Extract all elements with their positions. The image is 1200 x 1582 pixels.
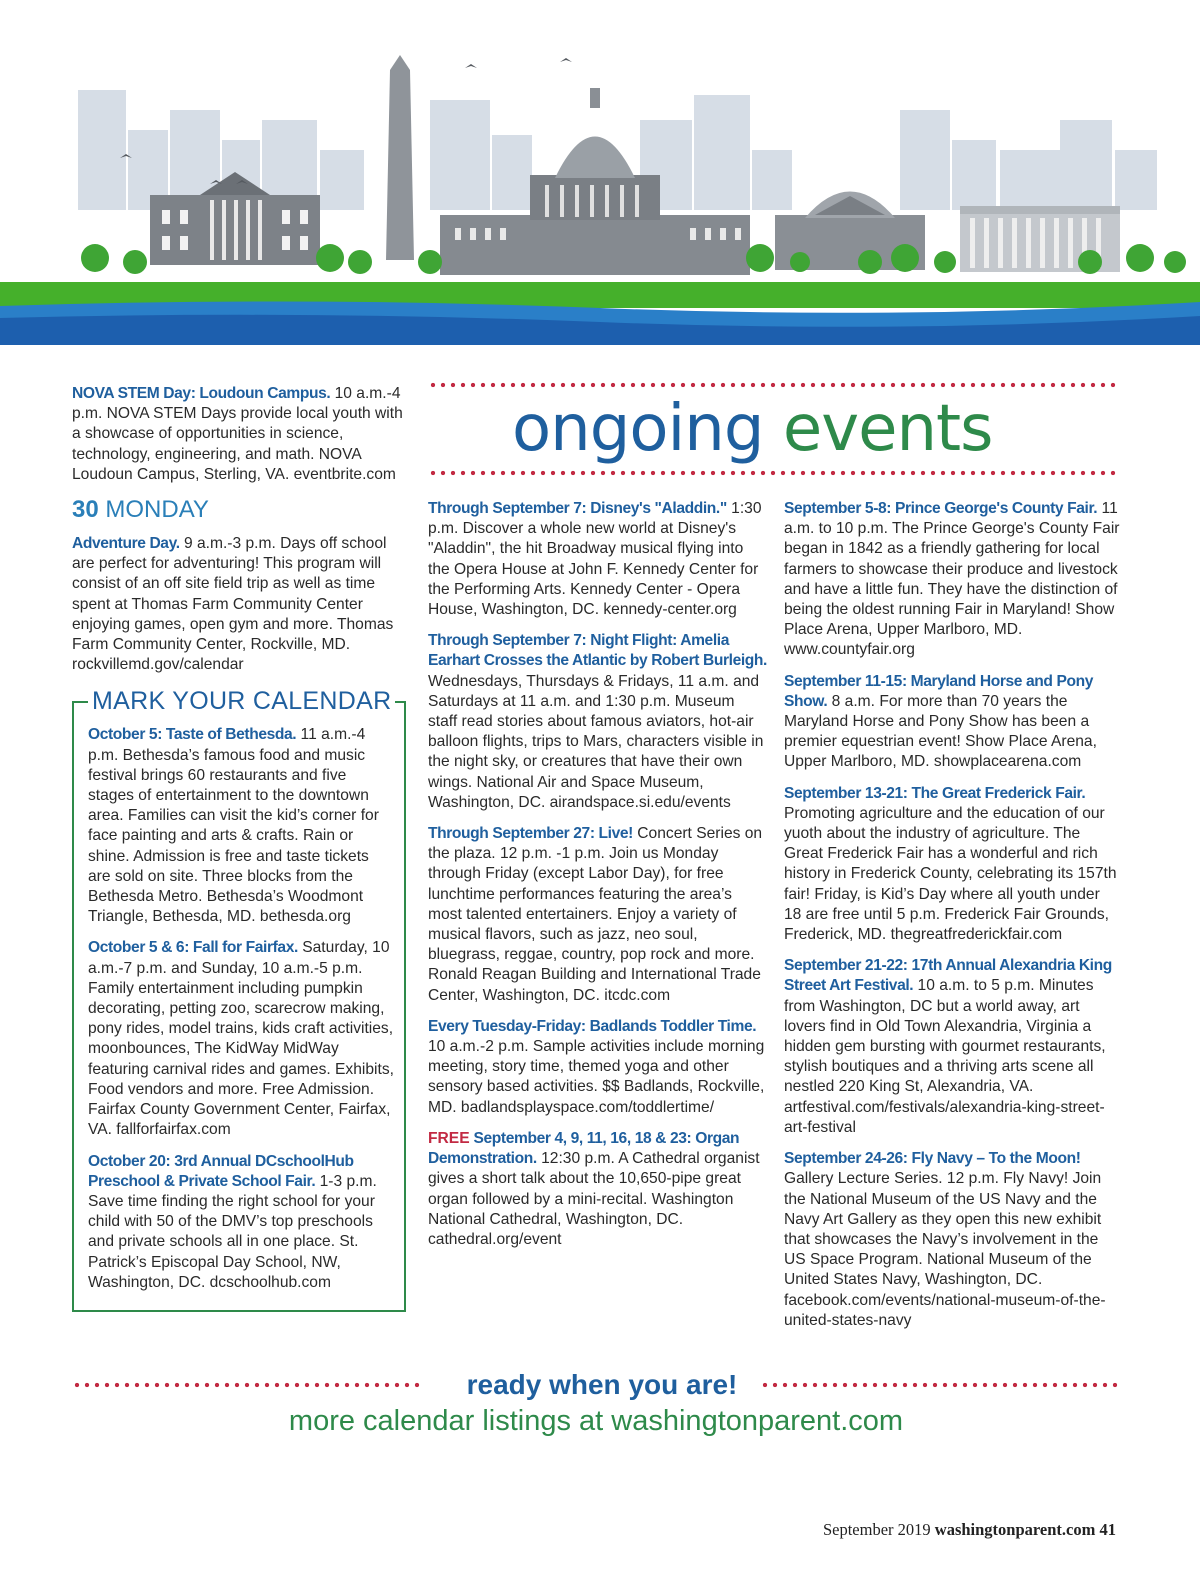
nova-stem-event: [72, 384, 408, 485]
event-body: 1-3 p.m. Save time finding the right school for your child with 50 of the DMV’s top preschools and private schools all in one place. St. Patrick’s Episcopal Day School, NW, Washington, DC. dcschoolhub.com: [88, 1172, 377, 1291]
list-item: [428, 499, 768, 620]
list-item: [428, 824, 768, 1006]
list-item: [88, 938, 394, 1140]
adventure-day-event: [72, 534, 408, 675]
event-body: Saturday, 10 a.m.-7 p.m. and Sunday, 10 a.m.-5 p.m. Family entertainment including pumpkin decorating, petting zoo, scarecrow making, pony rides, model trains, kids craft activities, moonbounces, The KidWay MidWay featuring carnival rides and games. Exhibits, Food vendors and more. Free Admission. Fairfax County Government Center, Fairfax, VA. fallforfairfax.com: [88, 939, 394, 1139]
mark-your-calendar-heading: MARK YOUR CALENDAR: [88, 686, 395, 716]
event-title: Through September 7: Night Flight: Amelia Earhart Crosses the Atlantic by Robert Burleigh.: [428, 632, 767, 670]
more-listings-link-text[interactable]: more calendar listings at washingtonparent.com: [288, 1405, 904, 1437]
event-body: 11 a.m.-4 p.m. Bethesda’s famous food and music festival brings 60 restaurants and five stages of entertainment to the downtown area. Families can visit the kid’s corner for face painting and arts & crafts. Rain or shine. Admission is free and taste tickets are sold on site. Three blocks from the Bethesda Metro. Bethesda’s Woodmont Triangle, Bethesda, MD. bethesda.org: [88, 726, 379, 926]
event-title: September 11-15: Maryland Horse and Pony Show.: [784, 672, 1093, 710]
list-item: [784, 956, 1120, 1138]
list-item: [784, 1149, 1120, 1331]
title-word-ongoing: ongoing: [512, 392, 764, 466]
event-title: October 5 & 6: Fall for Fairfax.: [88, 939, 298, 957]
event-title: September 21-22: 17th Annual Alexandria King Street Art Festival.: [784, 957, 1112, 995]
mark-your-calendar-box: [72, 687, 406, 1311]
dotted-divider-bottom: [428, 470, 1120, 476]
ongoing-events-title: [512, 394, 992, 464]
event-title: September 24-26: Fly Navy – To the Moon!: [784, 1150, 1081, 1168]
ready-when-you-are-text: ready when you are!: [466, 1369, 738, 1400]
list-item: [88, 1152, 394, 1293]
list-item: [428, 1017, 768, 1118]
event-body: 8 a.m. For more than 70 years the Maryland Horse and Pony Show has been a premier equestrian event! Show Place Arena, Upper Marlboro, MD. showplacearena.com: [784, 692, 1097, 771]
event-body: 9 a.m.-3 p.m. Days off school are perfect for adventuring! This program will consist of an off site field trip as well as time spent at Thomas Farm Community Center enjoying games, open gym and more. Thomas Farm Community Center, Rockville, MD. rockvillemd.gov/calendar: [72, 535, 394, 674]
title-word-events: events: [782, 392, 993, 466]
event-title: Adventure Day.: [72, 535, 180, 553]
event-body: 10 a.m.-4 p.m. NOVA STEM Days provide local youth with a showcase of opportunities in science, technology, engineering, and math. NOVA Loudoun Campus, Sterling, VA. eventbrite.com: [72, 385, 403, 483]
event-title: Through September 27: Live!: [428, 825, 633, 843]
event-body: 12:30 p.m. A Cathedral organist gives a short talk about the 10,650-pipe great organ followed by a mini-recital. Washington National Cathedral, Washington, DC. cathedral.org/event: [428, 1150, 760, 1248]
event-body: 11 a.m. to 10 p.m. The Prince George's County Fair began in 1842 as a friendly gathering for local farmers to showcase their produce and livestock and have a little fun. They have the distinction of being the oldest running Fair in Maryland! Show Place Arena, Upper Marlboro, MD. www.countyfair.org: [784, 500, 1120, 659]
right-column: [784, 499, 1120, 1342]
event-body: 1:30 p.m. Discover a whole new world at Disney's "Aladdin", the hit Broadway musical flying into the Opera House at John F. Kennedy Center for the Performing Arts. Kennedy Center - Opera House, Washington, DC. kennedy-center.org: [428, 500, 762, 619]
footer-site-page: washingtonparent.com 41: [930, 1520, 1116, 1539]
dotted-divider-top: [428, 382, 1120, 388]
washington-monument: [386, 55, 414, 260]
day-number: 30: [72, 496, 99, 524]
list-item: [428, 631, 768, 813]
footer-date: September 2019: [822, 1520, 931, 1539]
page-footer: [823, 1520, 1116, 1540]
free-label: FREE: [428, 1129, 470, 1147]
ready-when-you-are-line: [72, 1370, 1120, 1400]
organ-demonstration-event: [428, 1129, 768, 1250]
event-title: September 4, 9, 11, 16, 18 & 23: Organ Demonstration.: [428, 1129, 740, 1168]
event-title: Through September 7: Disney's "Aladdin.": [428, 500, 727, 517]
hero-skyline-illustration: [0, 0, 1200, 345]
event-title: October 5: Taste of Bethesda.: [88, 726, 297, 744]
dotted-divider-left: [72, 1382, 424, 1388]
event-body: Gallery Lecture Series. 12 p.m. Fly Navy! Join the National Museum of the US Navy and the Navy Art Gallery as they open this new exhibit that showcases the Navy’s involvement in the US Space Program. National Museum of the United States Navy, Washington, DC. facebook.com/events/national-museum-of-the-united-states-navy: [784, 1170, 1106, 1329]
event-title: October 20: 3rd Annual DCschoolHub Preschool & Private School Fair.: [88, 1152, 354, 1190]
event-body: Promoting agriculture and the education of our yuoth about the industry of agriculture. The Great Frederick Fair has a wonderful and rich history in Frederick County, celebrating its 157th fair! Friday, is Kid’s Day where all youth under 18 are free until 5 p.m. Frederick Fair Grounds, Frederick, MD. thegreatfrederickfair.com: [784, 804, 1117, 944]
middle-column: [428, 499, 768, 1261]
day-weekday: MONDAY: [105, 496, 209, 524]
dotted-divider-right: [760, 1382, 1120, 1388]
event-body: Wednesdays, Thursdays & Fridays, 11 a.m. and Saturdays at 11 a.m. and 1:30 p.m. Museum staff read stories about famous aviators, hot-air balloon flights, trips to Mars, characters visible in the night sky, or creatures that have their own wings. National Air and Space Museum, Washington, DC. airandspace.si.edu/events: [428, 672, 764, 811]
event-title: Every Tuesday-Friday: Badlands Toddler Time.: [428, 1017, 757, 1035]
list-item: [784, 672, 1120, 773]
list-item: [784, 499, 1120, 661]
event-title: September 13-21: The Great Frederick Fair.: [784, 784, 1086, 802]
left-column: [72, 384, 408, 1312]
event-body: Concert Series on the plaza. 12 p.m. -1 p.m. Join us Monday through Friday (except Labor Day), for free lunchtime performances featuring the area’s most talented entertainers. Enjoy a variety of musical flavors, such as jazz, neo soul, bluegrass, reggae, country, pop rock and more. Ronald Reagan Building and International Trade Center, Washington, DC. itcdc.com: [428, 825, 763, 1004]
event-title: September 5-8: Prince George's County Fair.: [784, 500, 1098, 517]
event-body: 10 a.m.-2 p.m. Sample activities include morning meeting, story time, themed yoga and other sensory based activities. $$ Badlands, Rockville, MD. badlandsplayspace.com/toddlertime/: [428, 1038, 765, 1116]
list-item: [88, 725, 394, 927]
skyline-svg: [0, 0, 1200, 345]
ongoing-events-header: [428, 382, 1120, 482]
list-item: [784, 784, 1120, 946]
day-header: [72, 496, 408, 524]
event-body: 10 a.m. to 5 p.m. Minutes from Washington, DC but a world away, art lovers find in Old Town Alexandria, Virginia a hidden gem bursting with gourmet restaurants, stylish boutiques and a thriving arts scene all nestled 220 King St, Alexandria, VA. artfestival.com/festivals/alexandria-king-street-art-festival: [784, 977, 1106, 1136]
event-title: NOVA STEM Day: Loudoun Campus.: [72, 385, 331, 402]
